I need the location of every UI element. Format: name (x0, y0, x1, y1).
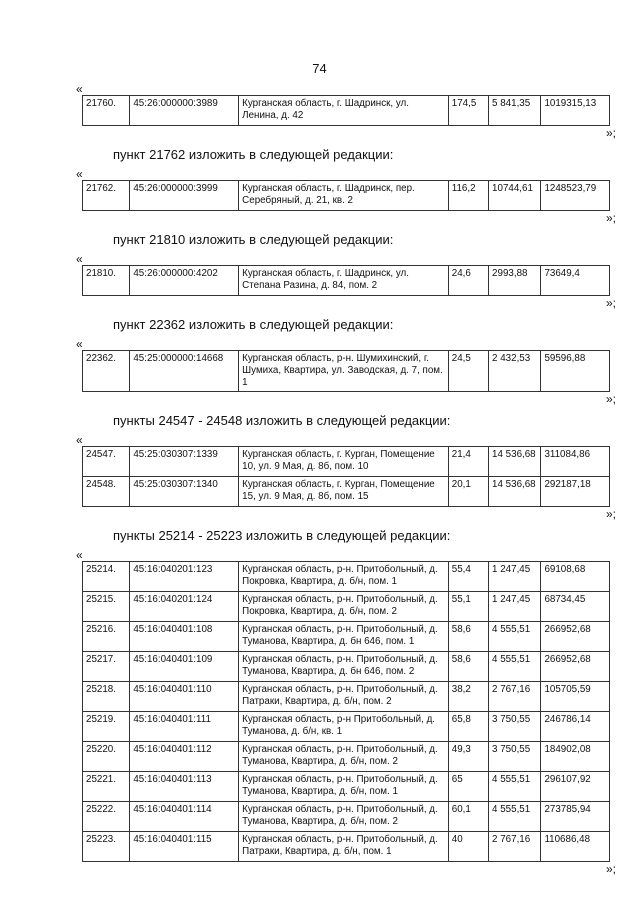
cadastral-rate: 3 750,55 (489, 712, 541, 742)
property-address: Курганская область, г. Шадринск, ул. Ленина, д. 42 (239, 96, 449, 126)
cadastral-value: 273785,94 (541, 802, 610, 832)
property-area: 21,4 (448, 447, 488, 477)
cadastral-number: 45:26:000000:3989 (130, 96, 239, 126)
cadastral-value: 1248523,79 (541, 181, 610, 211)
table-row (83, 652, 610, 682)
cadastral-number: 45:26:000000:3999 (130, 181, 239, 211)
row-number: 21762. (83, 181, 130, 211)
cadastral-number: 45:16:040201:123 (130, 562, 239, 592)
row-number: 25216. (83, 622, 130, 652)
property-area: 60,1 (448, 802, 488, 832)
section-heading: пункты 24547 - 24548 изложить в следующей редакции: (113, 413, 451, 428)
property-address: Курганская область, р-н. Притобольный, д. Патраки, Квартира, д. б/н, пом. 2 (239, 682, 449, 712)
cadastral-number: 45:16:040201:124 (130, 592, 239, 622)
closing-quote: »; (605, 507, 616, 521)
cadastral-value: 105705,59 (541, 682, 610, 712)
row-number: 25215. (83, 592, 130, 622)
cadastral-value: 311084,86 (541, 447, 610, 477)
row-number: 25214. (83, 562, 130, 592)
cadastral-number: 45:25:030307:1340 (130, 477, 239, 507)
cadastral-value: 1019315,13 (541, 96, 610, 126)
cadastral-number: 45:16:040401:111 (130, 712, 239, 742)
cadastral-value: 59596,88 (541, 351, 610, 392)
opening-quote: « (76, 252, 83, 266)
row-number: 25222. (83, 802, 130, 832)
amendment-section (76, 317, 616, 406)
cadastral-rate: 5 841,35 (489, 96, 541, 126)
row-number: 24548. (83, 477, 130, 507)
cadastral-number: 45:16:040401:112 (130, 742, 239, 772)
row-number: 25221. (83, 772, 130, 802)
table-row (83, 832, 610, 862)
cadastral-rate: 3 750,55 (489, 742, 541, 772)
row-number: 24547. (83, 447, 130, 477)
table-row (83, 772, 610, 802)
cadastral-value: 266952,68 (541, 622, 610, 652)
cadastral-number: 45:25:000000:14668 (130, 351, 239, 392)
property-address: Курганская область, р-н. Шумихинский, г. Шумиха, Квартира, ул. Заводская, д. 7, пом. 1 (239, 351, 449, 392)
cadastral-rate: 1 247,45 (489, 562, 541, 592)
cadastral-value: 184902,08 (541, 742, 610, 772)
closing-quote: »; (605, 862, 616, 876)
property-address: Курганская область, р-н. Притобольный, д. Туманова, Квартира, д. б/н, пом. 1 (239, 772, 449, 802)
property-table (82, 265, 610, 296)
table-row (83, 181, 610, 211)
page-number: 74 (312, 61, 327, 76)
row-number: 25217. (83, 652, 130, 682)
property-area: 40 (448, 832, 488, 862)
closing-quote: »; (605, 296, 616, 310)
table-row (83, 622, 610, 652)
property-address: Курганская область, г. Шадринск, ул. Степана Разина, д. 84, пом. 2 (239, 266, 449, 296)
document-body (76, 82, 616, 876)
property-address: Курганская область, р-н. Притобольный, д. Туманова, Квартира, д. бн 646, пом. 1 (239, 622, 449, 652)
property-table (82, 180, 610, 211)
cadastral-rate: 4 555,51 (489, 622, 541, 652)
row-number: 22362. (83, 351, 130, 392)
property-address: Курганская область, р-н. Притобольный, д. Патраки, Квартира, д. б/н, пом. 1 (239, 832, 449, 862)
closing-quote: »; (605, 126, 616, 140)
property-area: 24,6 (448, 266, 488, 296)
cadastral-rate: 2 767,16 (489, 682, 541, 712)
cadastral-value: 68734,45 (541, 592, 610, 622)
row-number: 25219. (83, 712, 130, 742)
amendment-section (76, 528, 616, 876)
cadastral-value: 296107,92 (541, 772, 610, 802)
amendment-section (76, 413, 616, 521)
cadastral-value: 110686,48 (541, 832, 610, 862)
cadastral-rate: 2 767,16 (489, 832, 541, 862)
property-area: 65 (448, 772, 488, 802)
property-table (82, 561, 610, 862)
property-area: 65,8 (448, 712, 488, 742)
property-area: 38,2 (448, 682, 488, 712)
property-area: 49,3 (448, 742, 488, 772)
cadastral-value: 246786,14 (541, 712, 610, 742)
row-number: 25220. (83, 742, 130, 772)
cadastral-number: 45:16:040401:115 (130, 832, 239, 862)
cadastral-rate: 14 536,68 (489, 477, 541, 507)
property-area: 116,2 (448, 181, 488, 211)
property-address: Курганская область, р-н. Притобольный, д. Туманова, Квартира, д. б/н, пом. 2 (239, 802, 449, 832)
property-address: Курганская область, р-н Притобольный, д. Туманова, д. б/н, кв. 1 (239, 712, 449, 742)
property-area: 58,6 (448, 652, 488, 682)
opening-quote: « (76, 337, 83, 351)
cadastral-value: 266952,68 (541, 652, 610, 682)
table-row (83, 477, 610, 507)
section-heading: пункт 21810 изложить в следующей редакции: (113, 232, 394, 247)
cadastral-number: 45:25:030307:1339 (130, 447, 239, 477)
cadastral-rate: 14 536,68 (489, 447, 541, 477)
opening-quote: « (76, 82, 83, 96)
cadastral-rate: 2 432,53 (489, 351, 541, 392)
opening-quote: « (76, 167, 83, 181)
property-address: Курганская область, г. Курган, Помещение 15, ул. 9 Мая, д. 8б, пом. 15 (239, 477, 449, 507)
amendment-section (76, 82, 616, 140)
cadastral-number: 45:16:040401:110 (130, 682, 239, 712)
cadastral-value: 69108,68 (541, 562, 610, 592)
section-heading: пункт 21762 изложить в следующей редакции: (113, 147, 394, 162)
property-table (82, 350, 610, 392)
row-number: 25218. (83, 682, 130, 712)
section-heading: пункт 22362 изложить в следующей редакции: (113, 317, 394, 332)
property-area: 20,1 (448, 477, 488, 507)
section-heading: пункты 25214 - 25223 изложить в следующей редакции: (113, 528, 451, 543)
property-address: Курганская область, р-н. Притобольный, д. Покровка, Квартира, д. б/н, пом. 1 (239, 562, 449, 592)
row-number: 21810. (83, 266, 130, 296)
property-area: 174,5 (448, 96, 488, 126)
cadastral-value: 73649,4 (541, 266, 610, 296)
property-area: 24,5 (448, 351, 488, 392)
property-address: Курганская область, г. Курган, Помещение 10, ул. 9 Мая, д. 8б, пом. 10 (239, 447, 449, 477)
table-row (83, 682, 610, 712)
cadastral-rate: 4 555,51 (489, 802, 541, 832)
table-row (83, 351, 610, 392)
cadastral-rate: 10744,61 (489, 181, 541, 211)
closing-quote: »; (605, 392, 616, 406)
table-row (83, 802, 610, 832)
table-row (83, 96, 610, 126)
row-number: 21760. (83, 96, 130, 126)
opening-quote: « (76, 548, 83, 562)
amendment-section (76, 232, 616, 310)
property-area: 58,6 (448, 622, 488, 652)
table-row (83, 266, 610, 296)
cadastral-number: 45:16:040401:113 (130, 772, 239, 802)
property-table (82, 95, 610, 126)
cadastral-rate: 4 555,51 (489, 652, 541, 682)
property-address: Курганская область, р-н. Притобольный, д. Покровка, Квартира, д. б/н, пом. 2 (239, 592, 449, 622)
cadastral-number: 45:26:000000:4202 (130, 266, 239, 296)
property-address: Курганская область, р-н. Притобольный, д. Туманова, Квартира, д. бн 646, пом. 2 (239, 652, 449, 682)
amendment-section (76, 147, 616, 225)
closing-quote: »; (605, 211, 616, 225)
cadastral-rate: 4 555,51 (489, 772, 541, 802)
property-table (82, 446, 610, 507)
table-row (83, 562, 610, 592)
property-address: Курганская область, г. Шадринск, пер. Серебряный, д. 21, кв. 2 (239, 181, 449, 211)
property-area: 55,1 (448, 592, 488, 622)
table-row (83, 742, 610, 772)
table-row (83, 592, 610, 622)
table-row (83, 712, 610, 742)
opening-quote: « (76, 433, 83, 447)
property-area: 55,4 (448, 562, 488, 592)
cadastral-number: 45:16:040401:108 (130, 622, 239, 652)
table-row (83, 447, 610, 477)
row-number: 25223. (83, 832, 130, 862)
cadastral-rate: 2993,88 (489, 266, 541, 296)
cadastral-number: 45:16:040401:114 (130, 802, 239, 832)
property-address: Курганская область, р-н. Притобольный, д. Туманова, Квартира, д. б/н, пом. 2 (239, 742, 449, 772)
cadastral-number: 45:16:040401:109 (130, 652, 239, 682)
cadastral-value: 292187,18 (541, 477, 610, 507)
cadastral-rate: 1 247,45 (489, 592, 541, 622)
